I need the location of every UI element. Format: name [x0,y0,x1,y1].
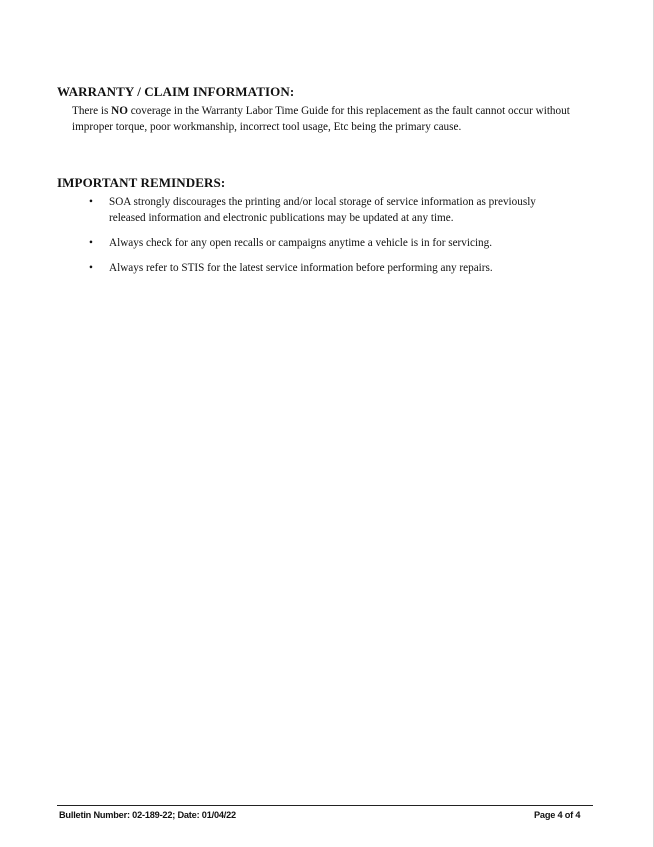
footer-page-number: Page 4 of 4 [534,810,581,820]
warranty-no-emphasis: NO [111,105,128,117]
reminder-item [0,261,560,277]
reminder-text: SOA strongly discourages the printing and/or local storage of service information as previously released information and electronic publications may be updated at any time. [109,196,536,224]
warranty-text-end: coverage in the Warranty Labor Time Guide for this replacement as the fault cannot occur without improper torque, poor workmanship, incorrect tool usage, Etc being the primary cause. [72,105,570,133]
reminder-item [0,195,560,226]
warranty-text-start: There is [72,105,112,117]
bullet-icon: • [89,196,93,208]
footer-divider [57,805,593,806]
footer-bulletin-info: Bulletin Number: 02-189-22; Date: 01/04/22 [59,810,236,820]
reminder-item [0,236,560,252]
bullet-icon: • [89,261,93,274]
warranty-paragraph [72,104,612,135]
bullet-icon: • [89,236,93,249]
reminders-heading: IMPORTANT REMINDERS: [57,175,226,190]
reminders-list [0,195,560,286]
reminder-text: Always check for any open recalls or campaigns anytime a vehicle is in for servicing. [109,236,493,249]
reminder-text: Always refer to STIS for the latest service information before performing any repairs. [109,261,493,274]
warranty-heading: WARRANTY / CLAIM INFORMATION: [57,84,295,99]
